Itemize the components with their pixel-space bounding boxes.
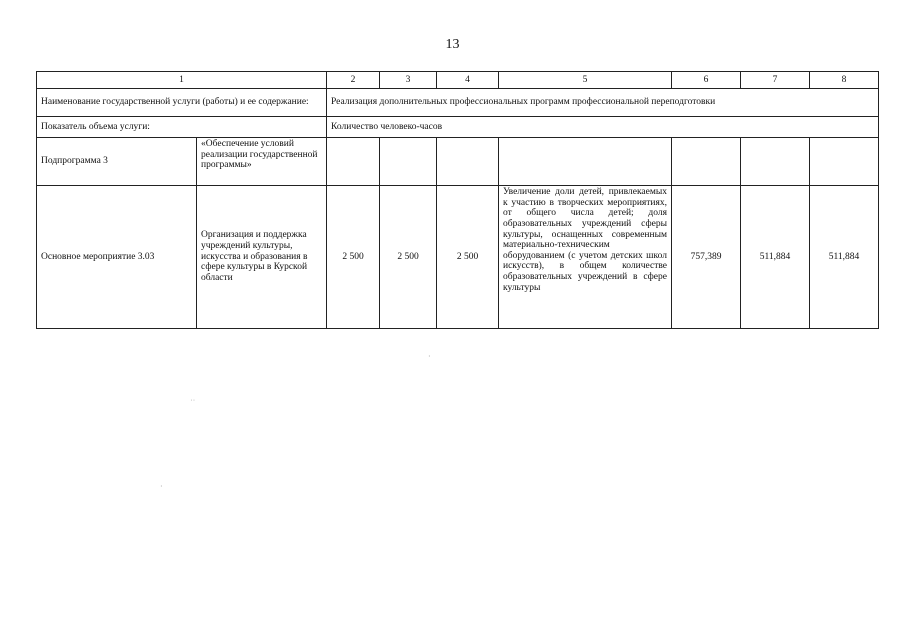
header-row <box>37 72 879 89</box>
header-col-1: 1 <box>37 72 327 89</box>
main-activity-row <box>37 186 879 329</box>
scan-speck: ˙˙ <box>190 398 196 407</box>
service-name-label: Наименование государственной услуги (работы) и ее содержание: <box>37 89 327 117</box>
subprogram-col-8 <box>810 138 879 186</box>
service-name-value: Реализация дополнительных профессиональных программ профессиональной переподготовки <box>327 89 879 117</box>
subprogram-description: «Обеспечение условий реализации государственной программы» <box>197 138 327 186</box>
subprogram-row <box>37 138 879 186</box>
subprogram-col-4 <box>437 138 499 186</box>
main-activity-col-2: 2 500 <box>327 186 380 329</box>
volume-indicator-label: Показатель объема услуги: <box>37 117 327 138</box>
header-col-3: 3 <box>380 72 437 89</box>
header-col-7: 7 <box>741 72 810 89</box>
main-activity-indicators: Увеличение доли детей, привлекаемых к участию в творческих мероприятиях, от общего числа детей; доля образовательных учреждений сферы культуры, оснащенных современным материально-техническим оборудованием (с учетом детских школ искусств), в общем количестве образовательных учреждений в сфере культуры <box>499 186 672 329</box>
subprogram-col-5 <box>499 138 672 186</box>
header-col-5: 5 <box>499 72 672 89</box>
main-activity-label: Основное мероприятие 3.03 <box>37 186 197 329</box>
subprogram-col-7 <box>741 138 810 186</box>
subprogram-col-2 <box>327 138 380 186</box>
subprogram-col-6 <box>672 138 741 186</box>
scan-speck: · <box>428 352 431 361</box>
service-name-row <box>37 89 879 117</box>
subprogram-col-3 <box>380 138 437 186</box>
header-col-6: 6 <box>672 72 741 89</box>
main-activity-col-4: 2 500 <box>437 186 499 329</box>
page-number: 13 <box>445 37 460 52</box>
main-activity-col-6: 757,389 <box>672 186 741 329</box>
budget-table <box>36 71 879 329</box>
volume-indicator-value: Количество человеко-часов <box>327 117 879 138</box>
main-activity-description: Организация и поддержка учреждений культуры, искусства и образования в сфере культуры в Курской области <box>197 186 327 329</box>
volume-indicator-row <box>37 117 879 138</box>
subprogram-label: Подпрограмма 3 <box>37 138 197 186</box>
header-col-8: 8 <box>810 72 879 89</box>
header-col-2: 2 <box>327 72 380 89</box>
main-activity-col-8: 511,884 <box>810 186 879 329</box>
header-col-4: 4 <box>437 72 499 89</box>
scan-speck: · <box>160 482 163 491</box>
main-activity-col-7: 511,884 <box>741 186 810 329</box>
main-activity-col-3: 2 500 <box>380 186 437 329</box>
